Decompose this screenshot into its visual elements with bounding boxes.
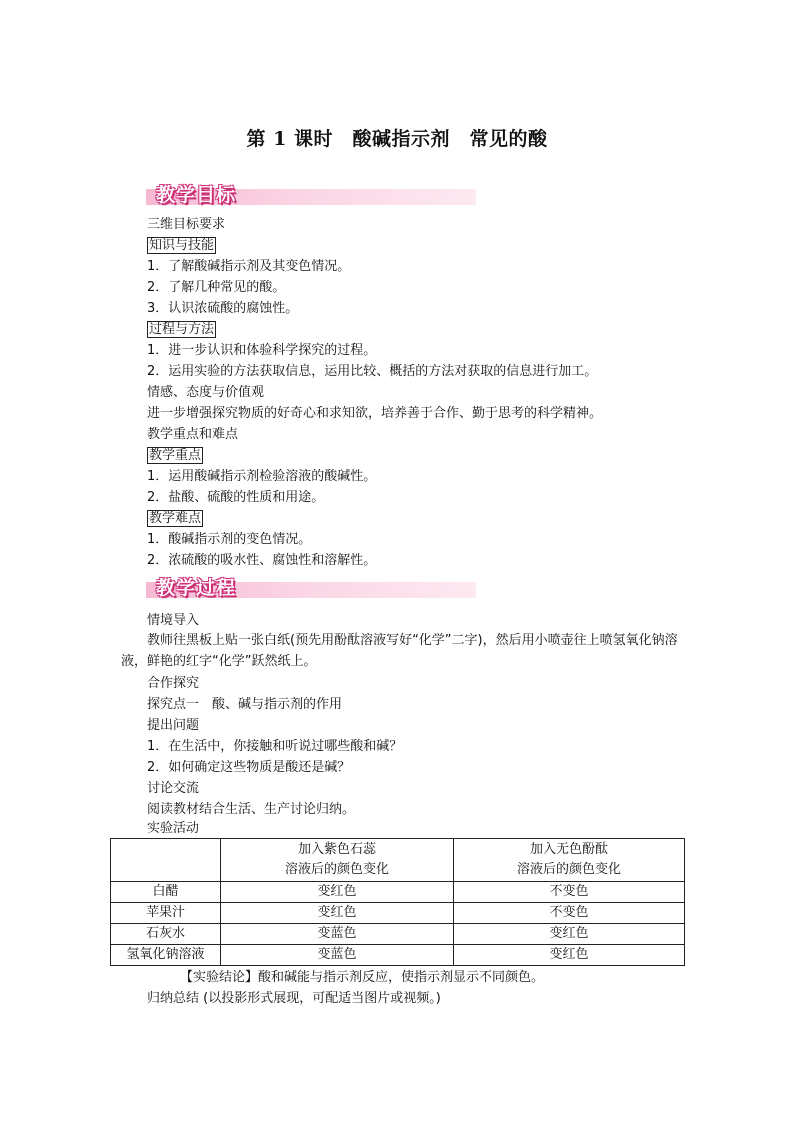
table-row	[111, 945, 685, 966]
experiment-conclusion: 【实验结论】酸和碱能与指示剂反应，使指示剂显示不同颜色。	[180, 970, 545, 985]
table-cell: 石灰水	[111, 924, 221, 945]
table-header-cell: 加入紫色石蕊 溶液后的颜色变化	[221, 839, 454, 882]
table-header-row	[111, 839, 685, 882]
table-cell: 变红色	[454, 945, 685, 966]
goals-heading: 三维目标要求	[147, 217, 226, 232]
section-banner-process	[146, 575, 476, 601]
process-label: 过程与方法	[149, 322, 215, 337]
difficulty-item: 1．酸碱指示剂的变色情况。	[147, 532, 312, 547]
table-row	[111, 903, 685, 924]
table-cell: 变红色	[454, 924, 685, 945]
knowledge-item: 3．认识浓硫酸的腐蚀性。	[147, 301, 299, 316]
banner-label: 教学目标	[156, 184, 237, 206]
focus-item: 1．运用酸碱指示剂检验溶液的酸碱性。	[147, 469, 377, 484]
question-item: 1．在生活中，你接触和听说过哪些酸和碱？	[147, 739, 403, 754]
experiment-table	[110, 838, 685, 966]
point-one: 探究点一 酸、碱与指示剂的作用	[147, 697, 343, 712]
discuss-heading: 讨论交流	[147, 781, 200, 796]
focus-label: 教学重点	[149, 448, 202, 463]
knowledge-label: 知识与技能	[149, 238, 215, 253]
table-cell: 不变色	[454, 882, 685, 903]
table-cell: 变蓝色	[221, 945, 454, 966]
table-cell: 白醋	[111, 882, 221, 903]
attitude-label: 情感、态度与价值观	[147, 385, 265, 400]
difficulty-label: 教学难点	[149, 511, 202, 526]
difficulty-item: 2．浓硫酸的吸水性、腐蚀性和溶解性。	[147, 553, 377, 568]
table-cell: 变蓝色	[221, 924, 454, 945]
table-cell: 变红色	[221, 903, 454, 924]
question-heading: 提出问题	[147, 718, 200, 733]
lesson-title: 第 1 课时 酸碱指示剂 常见的酸	[246, 128, 548, 150]
table-row	[111, 882, 685, 903]
table-row	[111, 924, 685, 945]
table-cell: 氢氧化钠溶液	[111, 945, 221, 966]
attitude-text: 进一步增强探究物质的好奇心和求知欲，培养善于合作、勤于思考的科学精神。	[147, 406, 603, 421]
keypoints-heading: 教学重点和难点	[147, 427, 239, 442]
question-item: 2．如何确定这些物质是酸还是碱？	[147, 760, 351, 775]
intro-heading: 情境导入	[147, 613, 200, 628]
process-item: 2．运用实验的方法获取信息，运用比较、概括的方法对获取的信息进行加工。	[147, 364, 598, 379]
banner-label: 教学过程	[156, 577, 237, 599]
activity-heading: 实验活动	[147, 821, 200, 836]
summary-text: 归纳总结 (以投影形式展现，可配适当图片或视频。)	[147, 991, 441, 1006]
discuss-text: 阅读教材结合生活、生产讨论归纳。	[147, 802, 356, 817]
knowledge-item: 1．了解酸碱指示剂及其变色情况。	[147, 259, 351, 274]
table-header-cell: 加入无色酚酞 溶液后的颜色变化	[454, 839, 685, 882]
knowledge-item: 2．了解几种常见的酸。	[147, 280, 286, 295]
coop-heading: 合作探究	[147, 676, 200, 691]
section-banner-goals	[146, 182, 476, 208]
table-header-cell	[111, 839, 221, 882]
focus-item: 2．盐酸、硫酸的性质和用途。	[147, 490, 325, 505]
table-cell: 不变色	[454, 903, 685, 924]
table-cell: 变红色	[221, 882, 454, 903]
process-item: 1．进一步认识和体验科学探究的过程。	[147, 343, 377, 358]
table-cell: 苹果汁	[111, 903, 221, 924]
intro-text: 教师往黑板上贴一张白纸(预先用酚酞溶液写好“化学”二字)，然后用小喷壶往上喷氢氧化钠溶液，鲜艳的红字“化学”跃然纸上。	[121, 633, 678, 669]
